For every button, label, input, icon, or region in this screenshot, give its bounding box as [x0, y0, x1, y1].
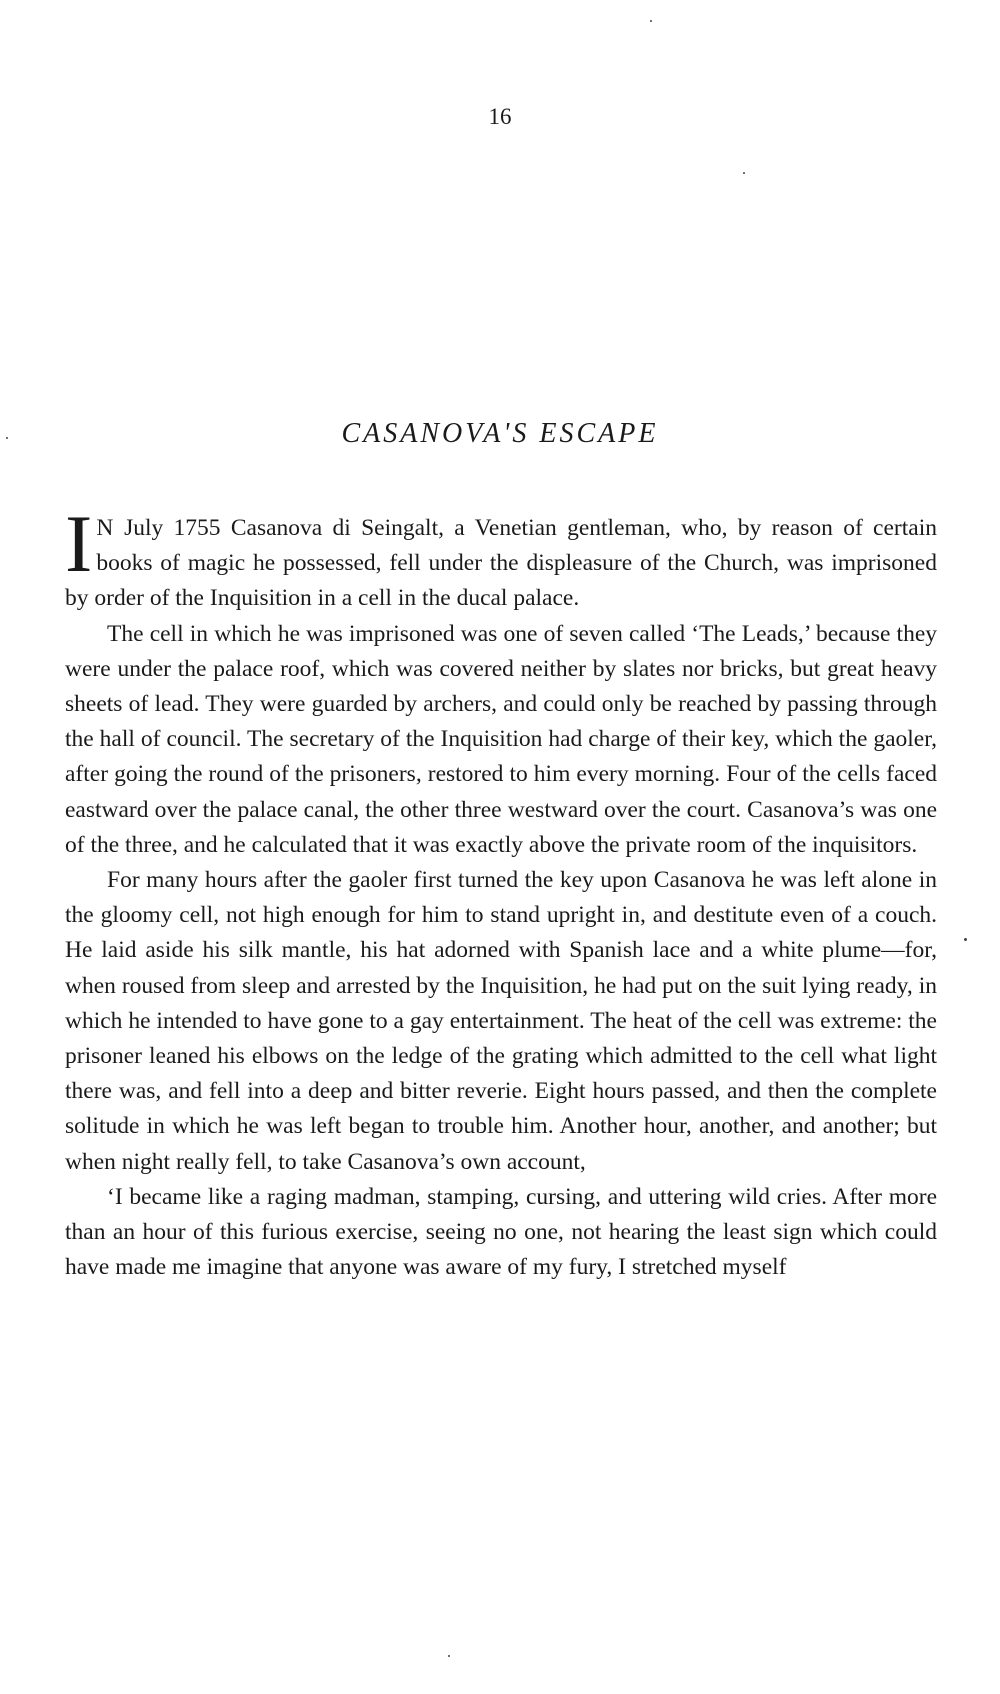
paragraph-1-text: July 1755 Casanova di Seingalt, a Venetian gentleman, who, by reason of certain books of magic he possessed, fell under the displeasure of the Church, was imprisoned by order of the Inquisition in a cell in the ducal palace.: [65, 515, 937, 612]
chapter-title: CASANOVA'S ESCAPE: [341, 418, 659, 449]
paragraph-3: For many hours after the gaoler first turned the key upon Casanova he was left alone in the gloomy cell, not high enough for him to stand upright in, and destitute even of a couch. He laid aside his silk mantle, his hat adorned with Spanish lace and a white plume—for, when roused from sleep and arrested by the Inquisition, he had put on the suit lying ready, in which he intended to have gone to a gay entertainment. The heat of the cell was extreme: the prisoner leaned his elbows on the ledge of the grating which admitted to the cell what light there was, and fell into a deep and bitter reverie. Eight hours passed, and then the complete solitude in which he was left began to trouble him. Another hour, another, and another; but when night really fell, to take Casanova’s own account,: [65, 867, 937, 1175]
scan-speck: [6, 437, 8, 439]
paragraph-4: ‘I became like a raging madman, stamping, cursing, and uttering wild cries. After more than an hour of this furious exercise, seeing no one, not hearing the least sign which could have made me imagine that anyone was aware of my fury, I stretched myself: [65, 1183, 937, 1281]
scan-speck: [964, 938, 967, 941]
page-number: 16: [488, 104, 512, 129]
scan-speck: [743, 172, 745, 174]
scan-speck: [448, 1655, 450, 1657]
paragraph-1-lead: N: [96, 515, 114, 541]
paragraph-1: [65, 498, 937, 617]
drop-cap: I: [65, 498, 93, 589]
scan-speck: [650, 20, 652, 22]
body-text: [65, 498, 937, 1285]
paragraph-2: The cell in which he was imprisoned was one of seven called ‘The Leads,’ because they were under the palace roof, which was covered neither by slates nor bricks, but great heavy sheets of lead. They were guarded by archers, and could only be reached by passing through the hall of council. The secretary of the Inquisition had charge of their key, which the gaoler, after going the round of the prisoners, restored to him every morning. Four of the cells faced eastward over the palace canal, the other three westward over the court. Casanova’s was one of the three, and he calculated that it was exactly above the private room of the inquisitors.: [65, 620, 937, 858]
